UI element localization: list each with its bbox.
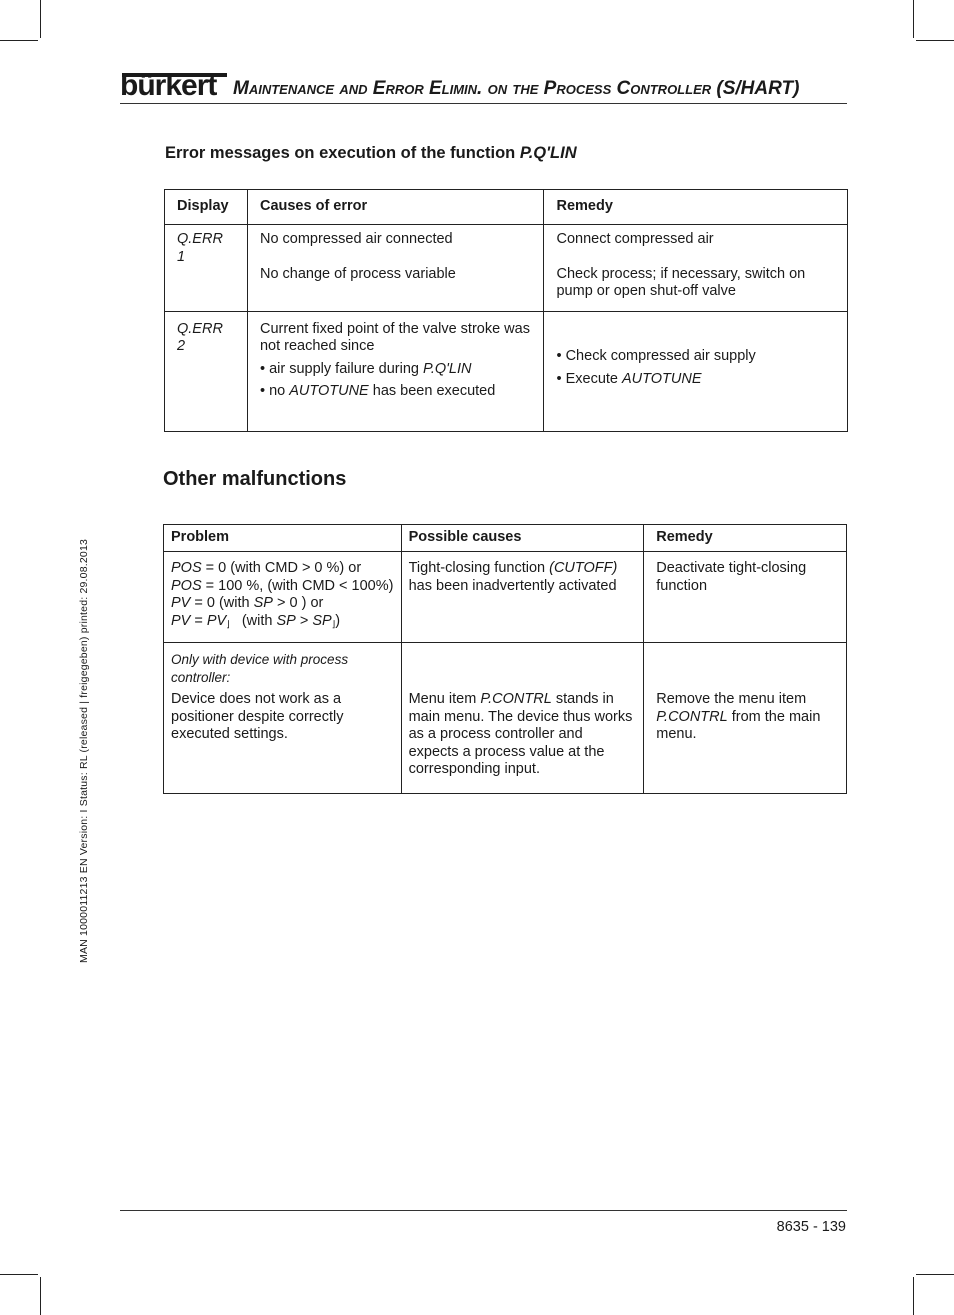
page-header xyxy=(120,70,847,104)
col-header-problem: Problem xyxy=(164,525,402,552)
other-malfunctions-table xyxy=(163,524,847,794)
crop-mark xyxy=(40,1277,41,1315)
problem-line: POS = 0 (with CMD > 0 %) or xyxy=(171,560,362,576)
table-row xyxy=(165,225,848,312)
causes-cell: Tight-closing function (CUTOFF) has been inadvertently activated xyxy=(401,552,644,643)
cause-bullet: • air supply failure during P.Q'LIN xyxy=(259,360,472,377)
causes-cell: Menu item P.CONTRL stands in main menu. The device thus works as a process controller and expects a process value at the corresponding input. xyxy=(401,643,644,794)
error-messages-table xyxy=(164,189,848,432)
remedy-cell xyxy=(544,225,848,312)
remedy-bullet: • Check compressed air supply xyxy=(556,348,756,364)
problem-cell xyxy=(164,643,402,794)
col-header-remedy: Remedy xyxy=(644,525,847,552)
remedy-cell: Deactivate tight-closing function xyxy=(644,552,847,643)
crop-mark xyxy=(913,0,914,38)
cause-text: No compressed air connected xyxy=(259,231,453,247)
problem-cell xyxy=(164,552,402,643)
causes-cell xyxy=(247,311,544,431)
error-messages-heading: Error messages on execution of the function P.Q'LIN xyxy=(165,144,577,162)
table-row xyxy=(164,552,847,643)
cause-text: No change of process variable xyxy=(259,265,456,282)
remedy-text: Check process; if necessary, switch on pump or open shut-off valve xyxy=(556,265,806,299)
other-malfunctions-heading: Other malfunctions xyxy=(163,468,347,490)
controller-note: Only with device with process controller: xyxy=(171,652,349,685)
crop-mark xyxy=(916,1274,954,1275)
crop-mark xyxy=(916,40,954,41)
problem-line: PV = $PV_⌋$ (with SP > $SP_⌋$) xyxy=(171,612,341,629)
cause-text: Current fixed point of the valve stroke was not reached since xyxy=(259,320,530,354)
crop-mark xyxy=(40,0,41,38)
table-header-row xyxy=(164,525,847,552)
display-code: Q.ERR 1 xyxy=(165,225,248,312)
problem-text: Device does not work as a positioner despite correctly executed settings. xyxy=(171,691,344,742)
remedy-cell: Remove the menu item P.CONTRL from the main menu. xyxy=(644,643,847,794)
crop-mark xyxy=(0,1274,38,1275)
col-header-possible-causes: Possible causes xyxy=(401,525,644,552)
table-row xyxy=(164,643,847,794)
col-header-causes: Causes of error xyxy=(247,190,544,225)
col-header-remedy: Remedy xyxy=(544,190,848,225)
display-code: Q.ERR 2 xyxy=(165,311,248,431)
problem-line: PV = 0 (with SP > 0 ) or xyxy=(171,595,324,611)
remedy-bullet: • Execute AUTOTUNE xyxy=(556,370,702,387)
col-header-display: Display xyxy=(165,190,248,225)
remedy-cell xyxy=(544,311,848,431)
header-rule xyxy=(120,103,847,104)
document-info: MAN 1000011213 EN Version: I Status: RL (released | freigegeben) printed: 29.08.2013 xyxy=(78,538,90,963)
burkert-logo: bürkert xyxy=(120,69,217,102)
cause-bullet: • no AUTOTUNE has been executed xyxy=(259,383,496,399)
page-number: 8635 - 139 xyxy=(776,1219,846,1235)
remedy-text: Connect compressed air xyxy=(556,231,714,247)
causes-cell xyxy=(247,225,544,312)
problem-line: POS = 100 %, (with CMD < 100%) xyxy=(171,577,394,594)
header-title: Maintenance and Error Elimin. on the Process Controller (S/HART) xyxy=(233,78,800,99)
table-header-row xyxy=(165,190,848,225)
table-row xyxy=(165,311,848,431)
crop-mark xyxy=(913,1277,914,1315)
footer-rule xyxy=(120,1210,847,1211)
crop-mark xyxy=(0,40,38,41)
